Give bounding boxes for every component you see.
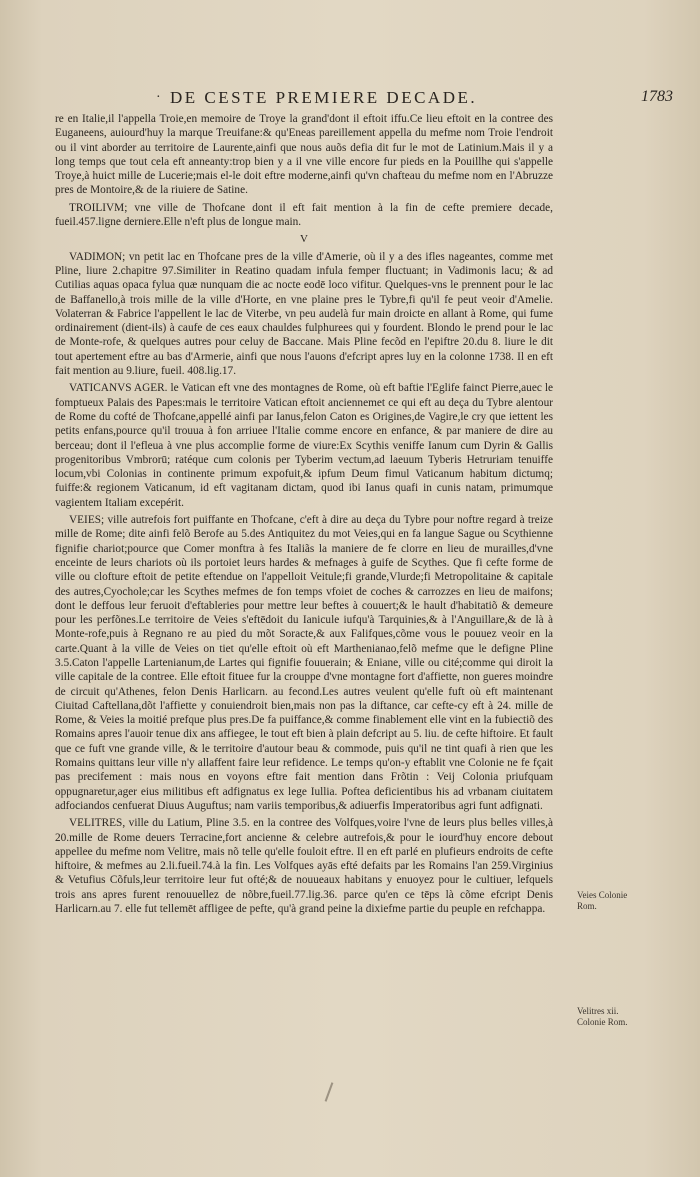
page-header <box>0 88 700 114</box>
paragraph-vadimon: VADIMON; vn petit lac en Thofcane pres de la ville d'Amerie, où il y a des ifles nageantes, comme met Pline, liure 2.chapitre 97.Similiter in Reatino quadam infula femper fluctuant; in Vadimonis lacu; & ad Cutilias aquas opaca fylua quæ nunquam die ac nocte eodē loco vifitur. Quelques-vns le prennent pour le lac de Baffanello,à trois mille de la ville d'Horte, en vne plaine pres le Tybre,fi qu'il fe peut veoir d'Amelie. Volaterran & Fabrice l'appellent le lac de Viterbe, vn peu audelà fur main droicte en allant à Rome, qui fume ordinairement (dient-ils) à caufe de ces eaux chauldes fulphurees qui y fourdent. Blondo le prend pour le lac de Monte-rofe, & quelques autres pour celuy de Baccane. Mais Pline fecõd en l'epiftre 20.du 8. liure le dit tout apertement eftre au bas d'Armerie, ainfi que nous l'auons d'efcript apres luy en la colonne 1738. Il en eft fait mention au 9.liure, fueil. 408.lig.17. <box>55 250 553 378</box>
margin-note-velitres: Velitres xii. Colonie Rom. <box>577 1006 628 1027</box>
paragraph-vaticanus: VATICANVS AGER. le Vatican eft vne des montagnes de Rome, où eft baftie l'Eglife fainct Pierre,auec le fomptueux Palais des Papes:mais le territoire Vatican eftoit anciennemet ce qui eft au deça du Tybre alentour de Rome du cofté de Thofcane,appellé ainfi par Ianus,felon Caton es Origines,de Vagire,le cry que iettent les petits enfans,pource qu'il trouua à fon arriuee l'Italie comme encore en enfance, & par maniere de dire au berceau; dont il l'efleua à vne plus accomplie forme de viure:Ex Scythis veniffe Ianum cum Dyrin & Gallis progenitoribus Vmbrorū; ratéque cum colonis per Tyberim vectum,ad laeuum Tyberis Hetruriam tenuiffe locum,vbi Colonias in continente primum expofuit,& ipfum Deum fimul Vaticanum habitum dictumq; fuiffe:& regionem Vaticanum, id eft vagitanam dictam, quod ibi Ianus quafi in cunis natam, primumque vagientem Italiam excepérit. <box>55 382 553 509</box>
margin-note-veies: Veies Colonie Rom. <box>577 890 628 911</box>
main-text-column <box>55 112 553 919</box>
section-letter-v: V <box>300 233 308 246</box>
page-number: 1783 <box>641 88 673 105</box>
running-head: DE CESTE PREMIERE DECADE. <box>170 88 478 107</box>
paragraph-troie: re en Italie,il l'appella Troie,en memoire de Troye la grand'dont il eftoit iffu.Ce lieu eftoit en la contree des Euganeens, auiourd'huy la marque Treuifane:& qu'Eneas pareillement appella du mefme nom Troie l'endroit ou il vint aborder au territoire de Laurente,ainfi que nous auõs defia dit fur le mot de Latinium.Mais il y a long temps que tout cela eft anneanty:trop bien y a il vne ville encore fur pieds en la Pouillhe qui s'appelle Troye,à huict mille de Lucerie;mais el-le doit eftre moderne,ainfi qu'vn chafteau du mefme nom en l'Abruzze pres de Montoire,& de la riuiere de Satine. <box>55 113 553 197</box>
paragraph-veies: VEIES; ville autrefois fort puiffante en Thofcane, c'eft à dire au deça du Tybre pour noftre regard à treize mille de Rome; dite ainfi felõ Berofe au 5.des Antiquitez du mot Veies,qui en fa langue Sague ou Scythienne fignifie chariot;pource que Comer monftra à fes Italiãs la maniere de fe clorre en lieu de murailles,d'vne enceinte de leurs chariots où ils portoiet leurs hardes & mefnages à guife de Scythes. Que fi cefte forme de ville ou clofture eftoit de petite eftendue on l'appelloit Veitule;fi grande,Vlurde;fi Metropolitaine & capitale des autres,Cyochole;car les Scythes mefmes de fon temps vfoiet de coches & carrozzes en lieu de maifons; dont le deffous leur feruoit d'eftableries pour mettre leur beftes à couuert;& le hault d'habitatiõ & demeure pour les perfõnes.Le territoire de Veies s'eftēdoit du Ianicule iufqu'à Tarquinies,& à l'Anguillare,& de là à Monte-rofe,puis à Regnano re au pied du mõt Soracte,& aux Falifques,cõme vous le pouuez veoir en la carte.Quant à la ville de Veies on tiet qu'elle eftoit où eft Marthenianao,felõ mefme que le defigne Pline 3.5.Caton l'appelle Lartenianum,de Lartes qui fignifie fouuerain; & Eniane, ville ou cité;comme qui diroit la ville capitale de la contree. Elle eftoit fituee fur la crouppe d'vne montagne fort d'affiette, non gueres moindre de circuit qu'Athenes, felon Denis Harlicarn. au fecond.Les autres veulent qu'elle fuft où eft maintenant Ciuitad Caftellana,dõt l'affiette y conuiendroit bien,mais non pas la diftance, car cefte-cy eft à 24. mille de Rome, & Veies la moitié prefque plus pres.De fa puiffance,& comme finablement elle vint en la fubiectiõ des Romains apres l'auoir tenue dix ans affiegee, le tout eft bien à plain defcript au 5. liu. de cefte hiftoire. Et fault que ce fuft vne grande ville, & le territoire d'autour beau & commode, puis qu'il ne tint quafi à rien que les Romains quittans leur ville n'y allaffent faire leur refidence. Le temps qu'on-y eftablit vne Colonie ne fe fçait pas precifement : mais nous en voyons eftre fait mention dans Frõtin : Veij Colonia priufquam oppugnaretur,ager eius militibus eft adfignatus ex lege Iullia. Poftea deficientibus his ad vrbanam ciuitatem adfociandos cenfuerat Diuus Auguftus; nam variis temporibus,& adiuerfis Imperatoribus agri funt adfignati. <box>55 514 553 812</box>
header-bullet: · <box>156 90 161 105</box>
paragraph-velitres: VELITRES, ville du Latium, Pline 3.5. en la contree des Volfques,voire l'vne de leurs plus belles villes,à 20.mille de Rome deuers Terracine,fort ancienne & celebre autrefois,& pour le iourd'huy encore debout appellee du mefme nom Velitre, mais nõ telle qu'elle fouloit eftre. Il en eft parlé en plufieurs endroits de cefte hiftoire, & mefmes au 2.li.fueil.74.à la fin. Les Volfques ayās efté defaits par les Romains l'an 259.Virginius & Vetufius Cõfuls,leur territoire leur fut ofté;& de nouueaux habitans y enuoyez pour le cultiuer, lefquels trois ans apres furent renouuellez de nõbre,fueil.77.lig.36. parce qu'en ce tēps là cõme efcript Denis Harlicarn.au 7. elle fut tellemēt affligee de pefte, qu'à grand peine la dixiefme partie du peuple en refchappa. <box>55 817 553 916</box>
paragraph-troilium: TROILIVM; vne ville de Thofcane dont il eft fait mention à la fin de cefte premiere decade, fueil.457.ligne derniere.Elle n'eft plus de longue main. <box>55 201 553 229</box>
paper-mark <box>325 1082 334 1101</box>
